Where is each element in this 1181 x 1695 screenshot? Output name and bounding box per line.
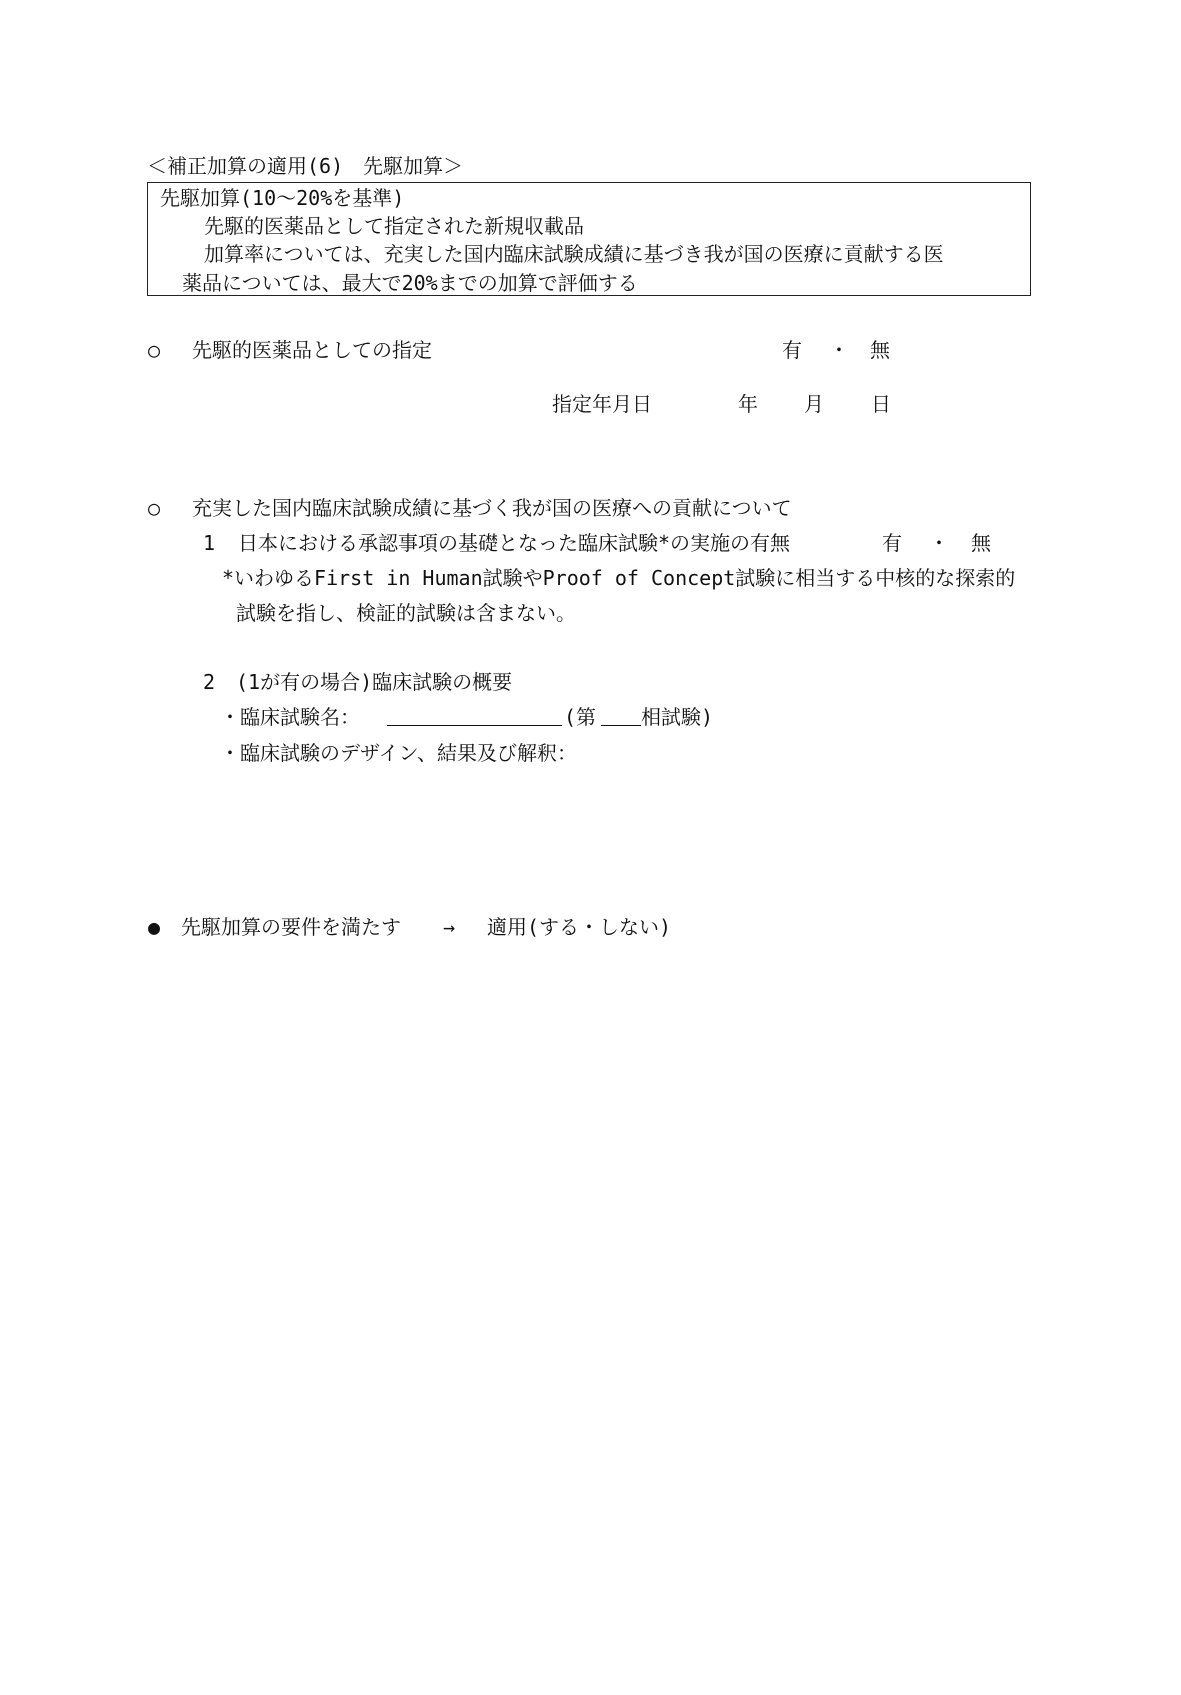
designation-dot: ・ xyxy=(829,338,849,362)
item1-yes: 有 xyxy=(882,531,902,555)
year-label: 年 xyxy=(738,392,758,416)
box-line-3: 加算率については、充実した国内臨床試験成績に基づき我が国の医療に貢献する医 xyxy=(204,242,944,266)
item1-no: 無 xyxy=(971,531,991,555)
contribution-bullet: ○ xyxy=(148,496,161,520)
item1-number: 1 xyxy=(203,531,216,555)
design-label: ・臨床試験のデザイン、結果及び解釈： xyxy=(220,741,577,765)
arrow-icon: → xyxy=(443,915,456,939)
designation-yes: 有 xyxy=(782,338,802,362)
item1-text: 日本における承認事項の基礎となった臨床試験*の実施の有無 xyxy=(238,531,791,555)
phase-suffix: 相試験) xyxy=(641,705,714,729)
contribution-label: 充実した国内臨床試験成績に基づく我が国の医療への貢献について xyxy=(192,496,792,520)
item1-dot: ・ xyxy=(929,531,949,555)
conclusion-label: 先駆加算の要件を満たす xyxy=(181,915,401,939)
box-line-4: 薬品については、最大で20%までの加算で評価する xyxy=(182,271,638,295)
designation-bullet: ○ xyxy=(148,338,161,362)
item2-number: 2 xyxy=(203,670,216,694)
note-line-1: *いわゆるFirst in Human試験やProof of Concept試験に相当する中核的な探索的 xyxy=(222,566,1016,590)
trial-name-blank xyxy=(387,705,562,731)
designation-no: 無 xyxy=(870,338,890,362)
phase-blank xyxy=(601,705,641,731)
date-label: 指定年月日 xyxy=(552,392,652,416)
section-title: ＜補正加算の適用(6) 先駆加算＞ xyxy=(147,154,464,178)
month-label: 月 xyxy=(804,392,824,416)
note-line-2: 試験を指し、検証的試験は含まない。 xyxy=(236,601,576,625)
phase-prefix: (第 xyxy=(564,705,597,729)
box-line-2: 先駆的医薬品として指定された新規収載品 xyxy=(204,214,584,238)
conclusion-bullet: ● xyxy=(148,915,161,939)
designation-label: 先駆的医薬品としての指定 xyxy=(192,338,432,362)
apply-choice: 適用(する・しない) xyxy=(487,915,672,939)
box-line-1: 先駆加算(10～20%を基準) xyxy=(160,186,405,210)
item2-text: (1が有の場合)臨床試験の概要 xyxy=(236,670,513,694)
trial-name-label: ・臨床試験名： xyxy=(220,705,360,729)
day-label: 日 xyxy=(871,392,891,416)
